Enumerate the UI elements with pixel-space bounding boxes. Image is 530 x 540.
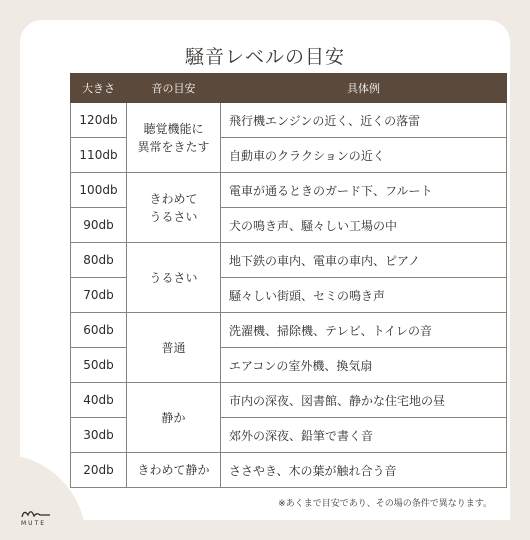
example-cell: 自動車のクラクションの近く bbox=[221, 138, 507, 173]
level-cell: 30db bbox=[71, 418, 127, 453]
guide-cell: うるさい bbox=[127, 243, 221, 313]
example-cell: 洗濯機、掃除機、テレビ、トイレの音 bbox=[221, 313, 507, 348]
footnote: ※あくまで目安であり、その場の条件で異なります。 bbox=[278, 499, 492, 509]
table-row bbox=[71, 173, 507, 208]
guide-cell: 聴覚機能に 異常をきたす bbox=[127, 103, 221, 173]
guide-cell: きわめて うるさい bbox=[127, 173, 221, 243]
header-guide: 音の目安 bbox=[127, 74, 221, 103]
level-cell: 120db bbox=[71, 103, 127, 138]
level-cell: 70db bbox=[71, 278, 127, 313]
example-cell: 電車が通るときのガード下、フルート bbox=[221, 173, 507, 208]
guide-cell: きわめて静か bbox=[127, 453, 221, 488]
level-cell: 60db bbox=[71, 313, 127, 348]
guide-cell: 静か bbox=[127, 383, 221, 453]
table-header-row bbox=[71, 74, 507, 103]
logo-text: MUTE bbox=[21, 520, 47, 527]
info-card bbox=[20, 20, 510, 520]
level-cell: 80db bbox=[71, 243, 127, 278]
table-row bbox=[71, 453, 507, 488]
table-row bbox=[71, 313, 507, 348]
example-cell: 犬の鳴き声、騒々しい工場の中 bbox=[221, 208, 507, 243]
header-size: 大きさ bbox=[71, 74, 127, 103]
example-cell: 地下鉄の車内、電車の車内、ピアノ bbox=[221, 243, 507, 278]
level-cell: 50db bbox=[71, 348, 127, 383]
example-cell: 飛行機エンジンの近く、近くの落雷 bbox=[221, 103, 507, 138]
level-cell: 110db bbox=[71, 138, 127, 173]
header-example: 具体例 bbox=[221, 74, 507, 103]
page-title: 騒音レベルの目安 bbox=[184, 46, 345, 68]
example-cell: エアコンの室外機、換気扇 bbox=[221, 348, 507, 383]
level-cell: 20db bbox=[71, 453, 127, 488]
table-row bbox=[71, 243, 507, 278]
level-cell: 100db bbox=[71, 173, 127, 208]
example-cell: 市内の深夜、図書館、静かな住宅地の昼 bbox=[221, 383, 507, 418]
noise-level-table bbox=[70, 73, 507, 488]
table-body bbox=[71, 103, 507, 488]
example-cell: ささやき、木の葉が触れ合う音 bbox=[221, 453, 507, 488]
level-cell: 40db bbox=[71, 383, 127, 418]
level-cell: 90db bbox=[71, 208, 127, 243]
example-cell: 騒々しい街頭、セミの鳴き声 bbox=[221, 278, 507, 313]
example-cell: 郊外の深夜、鉛筆で書く音 bbox=[221, 418, 507, 453]
table-row bbox=[71, 383, 507, 418]
table-row bbox=[71, 103, 507, 138]
guide-cell: 普通 bbox=[127, 313, 221, 383]
